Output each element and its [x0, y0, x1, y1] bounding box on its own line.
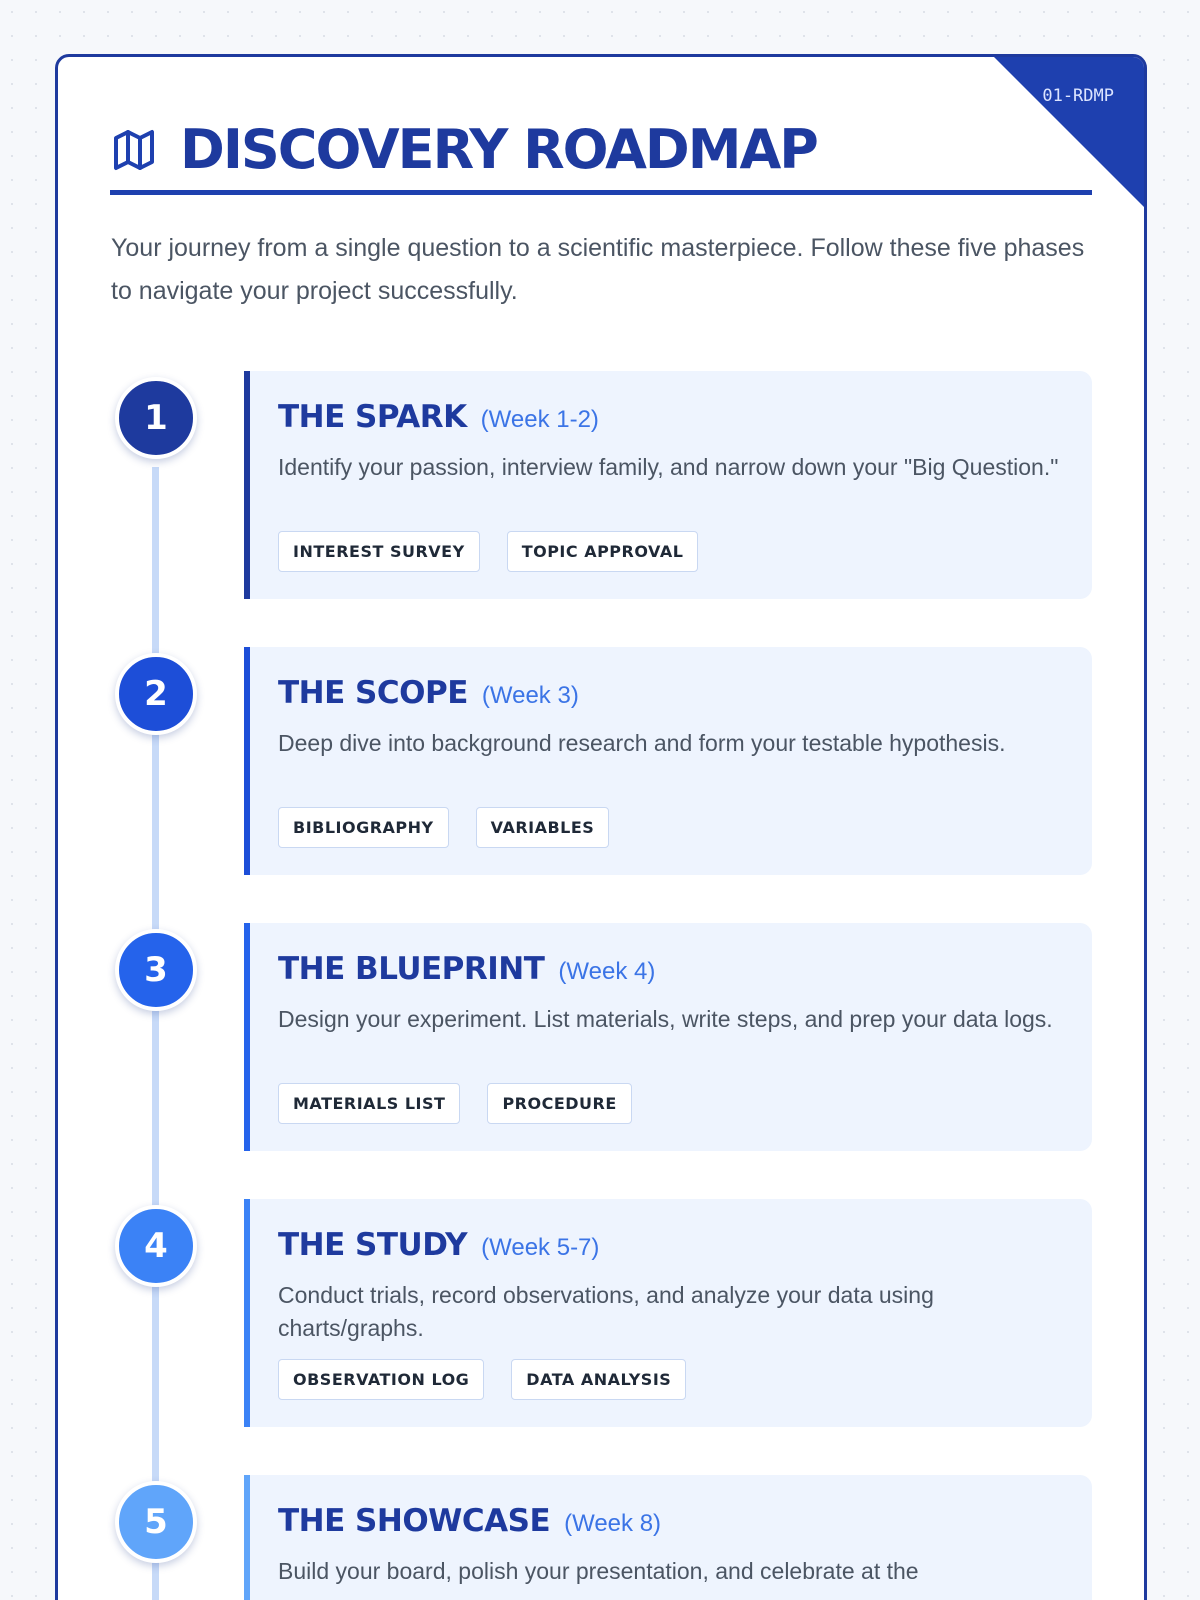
phase-header — [278, 1227, 1092, 1271]
tag-observation-log: OBSERVATION LOG — [278, 1359, 484, 1400]
phase-card-spark — [244, 371, 1092, 599]
intro-text: Your journey from a single question to a scientific masterpiece. Follow these five phases to navigate your project successfully. — [111, 234, 1085, 305]
phase-tags — [278, 1359, 1092, 1400]
phase-week: (Week 5-7) — [481, 1234, 600, 1261]
phase-card-scope — [244, 647, 1092, 875]
header — [110, 115, 1092, 195]
phase-description: Design your experiment. List materials, write steps, and prep your data logs. — [278, 1006, 1053, 1032]
step-circle-3: 3 — [115, 929, 197, 1011]
phase-card-showcase — [244, 1475, 1092, 1600]
phase-week: (Week 3) — [481, 682, 579, 709]
page-title: DISCOVERY ROADMAP — [180, 117, 817, 181]
phase-title: THE BLUEPRINT — [278, 951, 545, 987]
map-icon — [110, 126, 158, 174]
step-circle-5: 5 — [115, 1481, 197, 1563]
tag-materials-list: MATERIALS LIST — [278, 1083, 460, 1124]
phase-title: THE SHOWCASE — [278, 1503, 551, 1539]
tag-bibliography: BIBLIOGRAPHY — [278, 807, 449, 848]
phase-description: Deep dive into background research and form your testable hypothesis. — [278, 730, 1006, 756]
phase-header — [278, 951, 1092, 995]
phase-week: (Week 4) — [558, 958, 656, 985]
timeline-line — [152, 467, 159, 1600]
phase-tags — [278, 807, 1092, 848]
document-code: 01-RDMP — [1042, 86, 1114, 106]
phase-card-study — [244, 1199, 1092, 1427]
phase-title: THE STUDY — [278, 1227, 468, 1263]
tag-data-analysis: DATA ANALYSIS — [511, 1359, 686, 1400]
phase-header — [278, 399, 1092, 443]
phase-description: Identify your passion, interview family, and narrow down your "Big Question." — [278, 454, 1059, 480]
phase-tags — [278, 1083, 1092, 1124]
phase-week: (Week 1-2) — [480, 406, 599, 433]
phase-title: THE SPARK — [278, 399, 467, 435]
tag-topic-approval: TOPIC APPROVAL — [507, 531, 699, 572]
tag-procedure: PROCEDURE — [487, 1083, 631, 1124]
tag-variables: VARIABLES — [476, 807, 610, 848]
phase-header — [278, 1503, 1092, 1547]
phase-header — [278, 675, 1092, 719]
phase-card-blueprint — [244, 923, 1092, 1151]
phase-description: Conduct trials, record observations, and analyze your data using charts/graphs. — [278, 1282, 934, 1341]
step-circle-2: 2 — [115, 653, 197, 735]
phase-week: (Week 8) — [564, 1510, 662, 1537]
phase-tags — [278, 531, 1092, 572]
step-circle-4: 4 — [115, 1205, 197, 1287]
tag-interest-survey: INTEREST SURVEY — [278, 531, 480, 572]
phase-description: Build your board, polish your presentation, and celebrate at the — [278, 1558, 919, 1584]
step-circle-1: 1 — [115, 377, 197, 459]
phase-title: THE SCOPE — [278, 675, 468, 711]
roadmap-card — [55, 54, 1147, 1600]
